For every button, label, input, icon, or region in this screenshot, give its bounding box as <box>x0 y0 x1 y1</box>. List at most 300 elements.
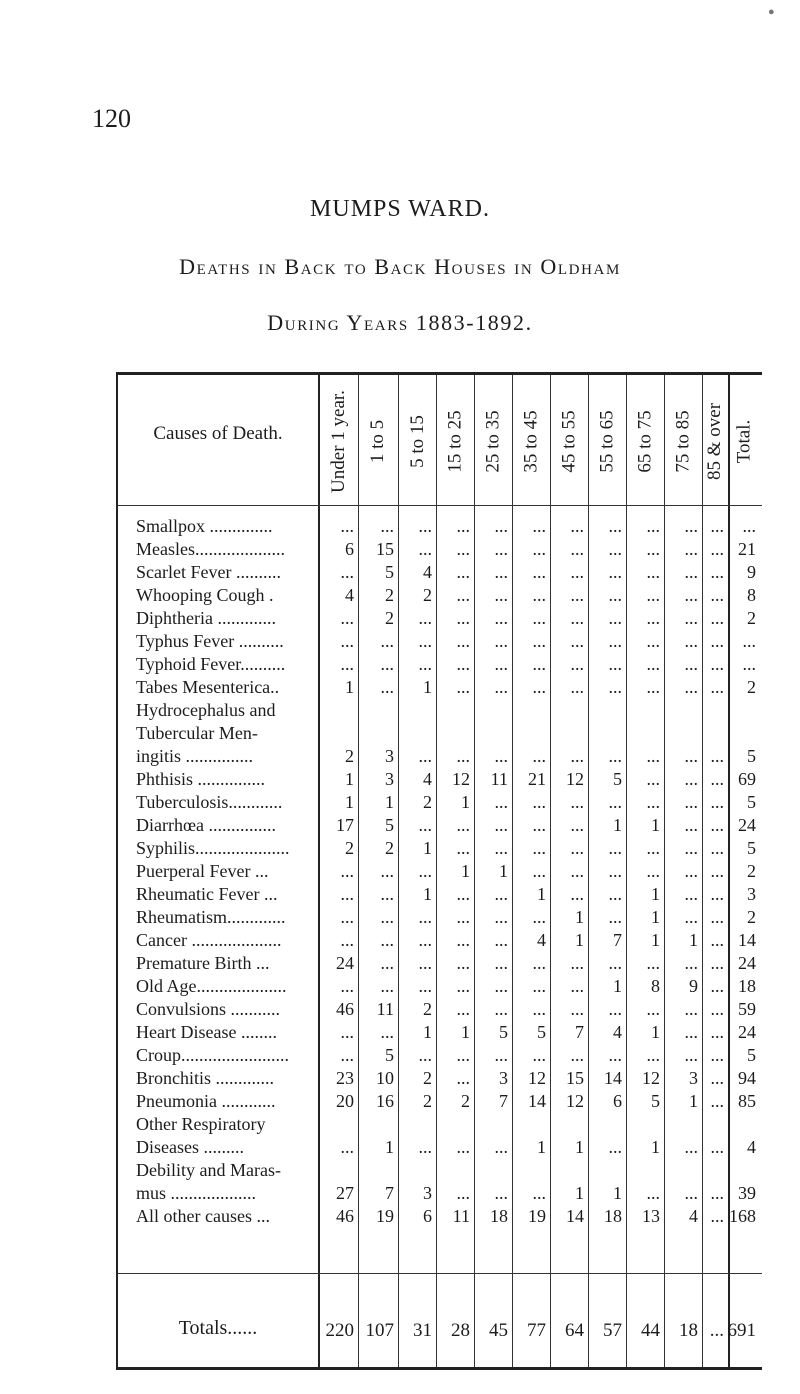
table-cell: ... <box>684 1022 698 1042</box>
table-cell: 94 <box>738 1068 756 1088</box>
totals-cell: 44 <box>641 1320 660 1341</box>
table-cell: ... <box>380 654 394 674</box>
cause-label: Premature Birth ... <box>136 953 270 973</box>
table-cell: ... <box>710 677 724 697</box>
table-cell: ... <box>380 907 394 927</box>
table-cell: 2 <box>747 861 756 881</box>
table-cell: 2 <box>385 608 394 628</box>
table-cell: ... <box>684 769 698 789</box>
table-cell: ... <box>380 861 394 881</box>
table-cell: ... <box>532 516 546 536</box>
table-cell: ... <box>646 654 660 674</box>
cause-label: Tabes Mesenterica.. <box>136 677 280 697</box>
table-cell: ... <box>608 1045 622 1065</box>
table-cell: ... <box>532 1045 546 1065</box>
table-cell: ... <box>570 608 584 628</box>
table-cell: ... <box>532 907 546 927</box>
table-cell: ... <box>456 815 470 835</box>
table-cell: ... <box>608 1137 622 1157</box>
table-cell: ... <box>418 907 432 927</box>
table-cell: 2 <box>423 1068 432 1088</box>
table-cell: 15 <box>376 539 394 559</box>
page-subtitle-years: During Years 1883-1892. <box>267 310 533 335</box>
table-cell: 4 <box>423 562 432 582</box>
table-cell: ... <box>340 608 354 628</box>
table-cell: ... <box>710 1022 724 1042</box>
corner-mark: ● <box>768 6 775 18</box>
table-cell: 5 <box>747 1045 756 1065</box>
table-cell: ... <box>456 976 470 996</box>
column-header <box>398 383 436 499</box>
table-cell: ... <box>646 999 660 1019</box>
table-cell: 5 <box>747 838 756 858</box>
table-cell: ... <box>456 884 470 904</box>
table-cell: ... <box>608 677 622 697</box>
table-cell: 19 <box>528 1206 546 1226</box>
table-cell: ... <box>456 1045 470 1065</box>
table-cell: 4 <box>423 769 432 789</box>
table-cell: 24 <box>336 953 354 973</box>
table-cell: ... <box>532 838 546 858</box>
table-cell: ... <box>684 1183 698 1203</box>
totals-cell: ... <box>709 1320 724 1341</box>
cause-label: Diarrhœa ............... <box>136 815 276 835</box>
totals-cell: 28 <box>451 1320 470 1341</box>
cause-label: Debility and Maras- <box>136 1160 281 1180</box>
cause-label: Rheumatism............. <box>136 907 286 927</box>
table-cell: ... <box>494 953 508 973</box>
table-cell: ... <box>340 884 354 904</box>
table-cell: ... <box>684 907 698 927</box>
table-cell: ... <box>418 608 432 628</box>
totals-label: Totals...... <box>178 1317 258 1339</box>
table-cell: ... <box>494 585 508 605</box>
table-cell: ... <box>532 608 546 628</box>
table-cell: ... <box>418 1045 432 1065</box>
table-cell: ... <box>380 677 394 697</box>
cause-label: ingitis ............... <box>136 746 254 766</box>
table-cell: ... <box>456 953 470 973</box>
table-cell: ... <box>532 654 546 674</box>
table-cell: 13 <box>642 1206 660 1226</box>
table-cell: 12 <box>566 769 584 789</box>
column-header <box>474 383 512 499</box>
table-cell: 5 <box>613 769 622 789</box>
table-cell: 2 <box>345 746 354 766</box>
table-cell: ... <box>646 677 660 697</box>
table-cell: ... <box>456 654 470 674</box>
table-cell: ... <box>710 1206 724 1226</box>
table-cell: 1 <box>423 838 432 858</box>
table-cell: 12 <box>642 1068 660 1088</box>
table-cell: ... <box>684 677 698 697</box>
table-cell: ... <box>494 907 508 927</box>
table-cell: ... <box>710 907 724 927</box>
table-cell: ... <box>710 1137 724 1157</box>
table-cell: ... <box>684 838 698 858</box>
table-cell: ... <box>710 516 724 536</box>
table-cell: 3 <box>689 1068 698 1088</box>
table-cell: ... <box>710 999 724 1019</box>
table-cell: ... <box>570 585 584 605</box>
table-cell: ... <box>570 1045 584 1065</box>
totals-cell: 64 <box>565 1320 584 1341</box>
table-cell: ... <box>684 999 698 1019</box>
table-cell: ... <box>494 562 508 582</box>
totals-cell: 691 <box>727 1320 756 1341</box>
table-cell: 19 <box>376 1206 394 1226</box>
table-cell: 4 <box>747 1137 756 1157</box>
table-cell: ... <box>494 608 508 628</box>
table-cell: ... <box>608 838 622 858</box>
table-cell: ... <box>532 1183 546 1203</box>
cause-label: Syphilis..................... <box>136 838 290 858</box>
table-cell: ... <box>570 999 584 1019</box>
table-cell: ... <box>340 930 354 950</box>
table-cell: ... <box>608 585 622 605</box>
table-cell: 1 <box>651 907 660 927</box>
table-cell: ... <box>494 792 508 812</box>
totals-cell: 57 <box>603 1320 622 1341</box>
page-number: 120 <box>92 104 131 133</box>
column-header <box>588 383 626 499</box>
totals-cell: 77 <box>527 1320 546 1341</box>
table-cell: ... <box>570 516 584 536</box>
table-cell: ... <box>710 953 724 973</box>
table-cell: ... <box>608 861 622 881</box>
table-cell: ... <box>646 562 660 582</box>
table-cell: 5 <box>537 1022 546 1042</box>
table-cell: ... <box>380 953 394 973</box>
table-cell: ... <box>532 976 546 996</box>
table-cell: 1 <box>345 677 354 697</box>
table-cell: 4 <box>345 585 354 605</box>
table-cell: ... <box>710 861 724 881</box>
table-cell: ... <box>608 631 622 651</box>
table-cell: ... <box>684 516 698 536</box>
table-cell: ... <box>456 1137 470 1157</box>
totals-cell: 18 <box>679 1320 698 1341</box>
column-header-label: 1 to 5 <box>367 419 389 463</box>
column-header <box>626 383 664 499</box>
table-cell: 1 <box>651 884 660 904</box>
table-cell: 1 <box>461 792 470 812</box>
table-cell: 1 <box>613 815 622 835</box>
table-cell: ... <box>646 1045 660 1065</box>
cause-label: All other causes ... <box>136 1206 270 1226</box>
table-cell: ... <box>646 631 660 651</box>
table-cell: ... <box>570 884 584 904</box>
totals-rule <box>118 1273 762 1274</box>
table-cell: ... <box>494 999 508 1019</box>
deaths-table <box>116 372 762 1370</box>
table-cell: 1 <box>575 1137 584 1157</box>
cause-label: Measles.................... <box>136 539 285 559</box>
table-cell: ... <box>340 516 354 536</box>
table-cell: ... <box>456 585 470 605</box>
table-cell: ... <box>646 861 660 881</box>
table-cell: ... <box>494 930 508 950</box>
table-cell: ... <box>710 769 724 789</box>
table-cell: ... <box>456 677 470 697</box>
table-cell: ... <box>684 861 698 881</box>
table-cell: ... <box>646 585 660 605</box>
table-cell: ... <box>608 654 622 674</box>
column-header-label: Total. <box>733 419 755 463</box>
table-cell: 11 <box>376 999 394 1019</box>
table-cell: 7 <box>575 1022 584 1042</box>
table-cell: ... <box>684 1137 698 1157</box>
column-header <box>358 383 398 499</box>
column-header-label: 5 to 15 <box>406 414 428 468</box>
table-cell: 5 <box>747 792 756 812</box>
table-cell: ... <box>608 516 622 536</box>
table-cell: 1 <box>345 769 354 789</box>
table-cell: 1 <box>345 792 354 812</box>
table-cell: 8 <box>651 976 660 996</box>
table-cell: ... <box>532 562 546 582</box>
table-cell: ... <box>532 677 546 697</box>
page-title: MUMPS WARD. <box>310 196 490 222</box>
table-cell: 2 <box>747 677 756 697</box>
table-cell: ... <box>456 999 470 1019</box>
table-cell: ... <box>340 861 354 881</box>
table-cell: 168 <box>729 1206 756 1226</box>
table-cell: 2 <box>747 608 756 628</box>
cause-label: Convulsions ........... <box>136 999 281 1019</box>
table-cell: ... <box>646 838 660 858</box>
table-cell: ... <box>380 930 394 950</box>
table-cell: ... <box>418 953 432 973</box>
table-cell: ... <box>710 838 724 858</box>
table-cell: ... <box>570 815 584 835</box>
table-cell: ... <box>532 815 546 835</box>
table-cell: 1 <box>385 792 394 812</box>
table-cell: ... <box>340 1045 354 1065</box>
table-cell: ... <box>418 930 432 950</box>
cause-label: Tubercular Men- <box>136 723 258 743</box>
column-header <box>436 383 474 499</box>
table-cell: 21 <box>738 539 756 559</box>
table-cell: 2 <box>461 1091 470 1111</box>
table-cell: ... <box>418 516 432 536</box>
table-cell: ... <box>340 907 354 927</box>
cause-label: Typhoid Fever.......... <box>136 654 286 674</box>
table-cell: ... <box>456 746 470 766</box>
table-cell: 2 <box>385 585 394 605</box>
table-cell: 12 <box>566 1091 584 1111</box>
table-cell: ... <box>380 884 394 904</box>
table-cell: ... <box>742 654 756 674</box>
table-cell: ... <box>646 539 660 559</box>
table-cell: ... <box>532 631 546 651</box>
table-cell: ... <box>710 884 724 904</box>
table-cell: ... <box>340 562 354 582</box>
table-cell: 7 <box>613 930 622 950</box>
cause-label: Bronchitis ............. <box>136 1068 274 1088</box>
table-cell: ... <box>494 746 508 766</box>
table-cell: 24 <box>738 953 756 973</box>
table-cell: ... <box>646 1183 660 1203</box>
table-cell: 3 <box>423 1183 432 1203</box>
table-cell: 16 <box>376 1091 394 1111</box>
table-cell: ... <box>684 562 698 582</box>
table-cell: 2 <box>747 907 756 927</box>
table-cell: 15 <box>566 1068 584 1088</box>
table-cell: ... <box>532 953 546 973</box>
cause-label: Phthisis ............... <box>136 769 266 789</box>
table-cell: ... <box>684 539 698 559</box>
table-cell: 1 <box>575 907 584 927</box>
table-cell: ... <box>494 516 508 536</box>
table-cell: ... <box>608 539 622 559</box>
table-cell: ... <box>684 953 698 973</box>
totals-cell: 45 <box>489 1320 508 1341</box>
table-cell: ... <box>608 884 622 904</box>
table-cell: 11 <box>452 1206 470 1226</box>
table-cell: ... <box>710 930 724 950</box>
column-header <box>664 383 702 499</box>
table-cell: 17 <box>336 815 354 835</box>
totals-cell: 107 <box>365 1320 394 1341</box>
table-cell: 3 <box>385 769 394 789</box>
table-cell: ... <box>684 792 698 812</box>
table-cell: ... <box>380 516 394 536</box>
table-cell: 2 <box>423 999 432 1019</box>
table-cell: 2 <box>423 792 432 812</box>
table-cell: 24 <box>738 1022 756 1042</box>
table-cell: ... <box>710 976 724 996</box>
table-cell: 1 <box>651 815 660 835</box>
table-cell: 14 <box>566 1206 584 1226</box>
table-cell: 5 <box>385 562 394 582</box>
table-cell: ... <box>456 516 470 536</box>
table-cell: ... <box>532 539 546 559</box>
table-cell: ... <box>710 562 724 582</box>
column-header-label: 25 to 35 <box>482 409 504 473</box>
cause-label: Hydrocephalus and <box>136 700 276 720</box>
table-cell: 1 <box>689 1091 698 1111</box>
totals-cell: 220 <box>325 1320 354 1341</box>
table-cell: ... <box>418 654 432 674</box>
table-cell: ... <box>418 746 432 766</box>
column-header-label: 75 to 85 <box>672 409 694 473</box>
table-cell: 6 <box>345 539 354 559</box>
table-cell: 4 <box>689 1206 698 1226</box>
table-cell: 2 <box>423 585 432 605</box>
column-header-label: Under 1 year. <box>327 389 349 493</box>
table-cell: 5 <box>651 1091 660 1111</box>
table-cell: 1 <box>613 1183 622 1203</box>
table-cell: ... <box>710 1183 724 1203</box>
cause-label: mus ................... <box>136 1183 257 1203</box>
table-cell: ... <box>570 654 584 674</box>
table-cell: ... <box>456 608 470 628</box>
column-header <box>550 383 588 499</box>
table-cell: 1 <box>651 1022 660 1042</box>
table-cell: ... <box>608 999 622 1019</box>
cause-label: Scarlet Fever .......... <box>136 562 281 582</box>
table-cell: ... <box>684 654 698 674</box>
table-cell: 1 <box>575 930 584 950</box>
table-cell: ... <box>494 677 508 697</box>
table-cell: ... <box>684 585 698 605</box>
table-cell: ... <box>684 746 698 766</box>
table-cell: 7 <box>499 1091 508 1111</box>
table-cell: 69 <box>738 769 756 789</box>
table-cell: ... <box>532 861 546 881</box>
table-cell: ... <box>494 1183 508 1203</box>
column-header <box>728 383 760 499</box>
table-cell: ... <box>494 654 508 674</box>
table-cell: 59 <box>738 999 756 1019</box>
cause-label: Croup........................ <box>136 1045 289 1065</box>
cause-label: Whooping Cough . <box>136 585 274 605</box>
table-cell: ... <box>380 1022 394 1042</box>
table-cell: 9 <box>689 976 698 996</box>
table-cell: ... <box>456 539 470 559</box>
table-cell: ... <box>608 562 622 582</box>
table-cell: ... <box>710 585 724 605</box>
table-cell: ... <box>570 746 584 766</box>
table-cell: ... <box>684 1045 698 1065</box>
cause-label: Diseases ......... <box>136 1137 244 1157</box>
table-cell: 2 <box>385 838 394 858</box>
cause-label: Typhus Fever .......... <box>136 631 284 651</box>
table-cell: ... <box>646 608 660 628</box>
table-cell: 14 <box>738 930 756 950</box>
column-header-label: 15 to 25 <box>444 409 466 473</box>
column-header <box>702 383 728 499</box>
table-cell: 20 <box>336 1091 354 1111</box>
table-cell: ... <box>494 884 508 904</box>
table-cell: ... <box>710 815 724 835</box>
causes-header: Causes of Death. <box>153 423 283 444</box>
table-cell: 24 <box>738 815 756 835</box>
page-subtitle: Deaths in Back to Back Houses in Oldham <box>179 254 621 279</box>
table-cell: ... <box>418 976 432 996</box>
table-cell: ... <box>684 884 698 904</box>
table-cell: ... <box>570 953 584 973</box>
table-cell: 2 <box>345 838 354 858</box>
table-cell: ... <box>456 1183 470 1203</box>
table-cell: ... <box>570 631 584 651</box>
table-cell: ... <box>494 1045 508 1065</box>
table-cell: 1 <box>537 1137 546 1157</box>
table-cell: ... <box>532 585 546 605</box>
table-cell: 7 <box>385 1183 394 1203</box>
table-cell: ... <box>608 746 622 766</box>
table-cell: ... <box>494 631 508 651</box>
table-cell: 2 <box>423 1091 432 1111</box>
table-cell: 1 <box>651 1137 660 1157</box>
table-cell: ... <box>494 815 508 835</box>
table-cell: ... <box>570 677 584 697</box>
table-cell: 9 <box>747 562 756 582</box>
table-cell: ... <box>684 608 698 628</box>
table-cell: ... <box>608 792 622 812</box>
table-cell: ... <box>710 1045 724 1065</box>
column-header-label: 45 to 55 <box>558 409 580 473</box>
table-cell: 10 <box>376 1068 394 1088</box>
table-cell: ... <box>646 769 660 789</box>
table-cell: ... <box>418 861 432 881</box>
table-cell: 12 <box>528 1068 546 1088</box>
table-cell: 23 <box>336 1068 354 1088</box>
table-cell: 1 <box>461 861 470 881</box>
table-cell: ... <box>340 976 354 996</box>
table-cell: ... <box>570 861 584 881</box>
